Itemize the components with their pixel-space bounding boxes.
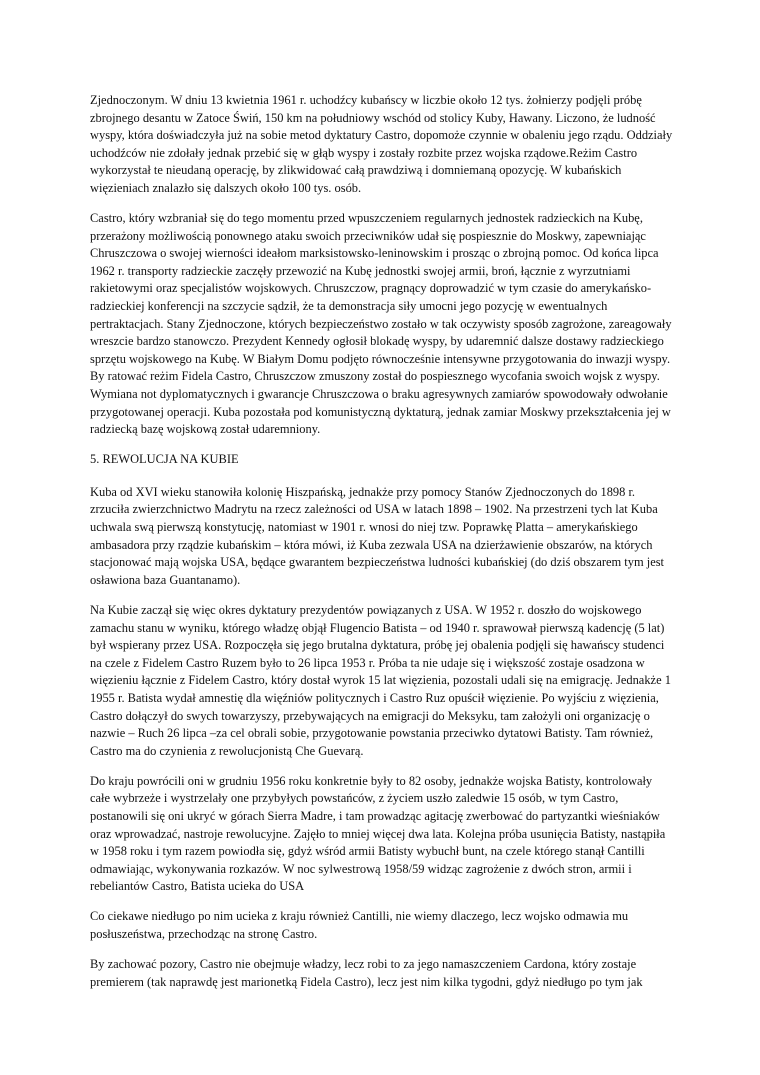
paragraph-cantilli: Co ciekawe niedługo po nim ucieka z kraju również Cantilli, nie wiemy dlaczego, lecz wojsko odmawia mu posłuszeństwa, przechodząc na stronę Castro. <box>90 909 629 942</box>
paragraph-bay-of-pigs: Zjednoczonym. W dniu 13 kwietnia 1961 r. uchodźcy kubańscy w liczbie około 12 tys. żołnierzy podjęli próbę zbrojnego desantu w Zatoce Świń, 150 km na południowy wschód od stolicy Kuby, Hawany. Liczono, że ludność wyspy, która doświadczyła już na sobie metod dyktatury Castro, dopomoże czynnie w obaleniu jego rządu. Oddziały uchodźców nie zdołały jednak przebić się w głąb wyspy i zostały rozbite przez wojska rządowe.Reżim Castro wykorzystał te nieudaną operację, by zlikwidować całą prawdziwą i domniemaną opozycję. W kubańskich więzieniach znalazło się dalszych około 100 tys. osób. <box>90 93 673 195</box>
paragraph-return-1956: Do kraju powrócili oni w grudniu 1956 roku konkretnie były to 82 osoby, jednakże wojska Batisty, kontrolowały całe wybrzeże i wystrzelały one przybyłych powstańców, z życiem uszło zaledwie 15 osób, w tym Castro, postanowili się oni ukryć w górach Sierra Madre, i tam prowadząc agitację zwerbować do partyzantki wieśniaków oraz wprowadzać, nastroje rewolucyjne. Zajęło to mniej więcej dwa lata. Kolejna próba usunięcia Batisty, nastąpiła w 1958 roku i tym razem powiodła się, gdyż wśród armii Batisty wybuchł bunt, na czele którego stanął Cantilli odmawiając, wykonywania rozkazów. W noc sylwestrową 1958/59 widząc zagrożenie z dwóch stron, armii i rebeliantów Castro, Batista ucieka do USA <box>90 773 666 894</box>
paragraph-batista-dictatorship: Na Kubie zaczął się więc okres dyktatury prezydentów powiązanych z USA. W 1952 r. doszło do wojskowego zamachu stanu w wyniku, którego władzę objął Flugencio Batista – od 1940 r. sprawował pierwszą kadencję (5 lat) był wspierany przez USA. Rozpoczęła się jego brutalna dyktatura, próbę jej obalenia podjęli się hawańscy studenci na czele z Fidelem Castro Ruzem było to 26 lipca 1953 r. Próba ta nie udaje się i większość zostaje osadzona w więzieniu łącznie z Fidelem Castro, który dostał wyrok 15 lat więzienia, pozostali udali się na emigrację. Jednakże 1 1955 r. Batista wydał amnestię dla więźniów politycznych i Castro Ruz opuścił więzienie. Po wyjściu z więzienia, Castro dołączył do swych towarzyszy, przebywających na emigracji do Meksyku, tam założyli oni organizację o nazwie – Ruch 26 lipca –za cel obrali sobie, przygotowanie powstania przeciwko dytatowi Batisty. Tam również, Castro ma do czynienia z rewolucjonistą Che Guevarą. <box>90 602 671 758</box>
paragraph-missile-crisis: Castro, który wzbraniał się do tego momentu przed wpuszczeniem regularnych jednostek radzieckich na Kubę, przerażony możliwością ponownego ataku swoich przeciwników udał się pospiesznie do Moskwy, zapewniając Chruszczowa o swojej wierności ideałom marksistowsko-leninowskim i prosząc o zbrojną pomoc. Od końca lipca 1962 r. transporty radzieckie zaczęły przewozić na Kubę jednostki swojej armii, broń, łącznie z wyrzutniami rakietowymi oraz specjalistów wojskowych. Chruszczow, pragnący doprowadzić w tym czasie do amerykańsko-radzieckiej konferencji na szczycie sądził, że ta demonstracja siły umocni jego pozycję w ewentualnych pertraktacjach. Stany Zjednoczone, których bezpieczeństwo zostało w tak oczywisty sposób zagrożone, zareagowały wreszcie bardzo stanowczo. Prezydent Kennedy ogłosił blokadę wyspy, by udaremnić dalsze dostawy radzieckiego sprzętu wojskowego na Kubę. W Białym Domu podjęto równocześnie intensywne przygotowania do inwazji wyspy. By ratować reżim Fidela Castro, Chruszczow zmuszony został do pospiesznego wycofania swoich wojsk z wyspy. Wymiana not dyplomatycznych i gwarancje Chruszczowa o braku agresywnych zamiarów spowodowały odwołanie przygotowanej operacji. Kuba pozostała pod komunistyczną dyktaturą, jednak zamiar Moskwy przekształcenia jej w radziecką bazę wojskową został udaremniony. <box>90 211 672 437</box>
paragraph-spanish-colony: Kuba od XVI wieku stanowiła kolonię Hiszpańską, jednakże przy pomocy Stanów Zjednoczonych do 1898 r. zrzuciła zwierzchnictwo Madrytu na rzecz zależności od USA w latach 1898 – 1902. Na przestrzeni tych lat Kuba uchwala swą pierwszą konstytucję, natomiast w 1901 r. wnosi do niej tzw. Poprawkę Platta – amerykańskiego ambasadora przy rządzie kubańskim – która mówi, iż Kuba zezwala USA na dzierżawienie obszarów, na których stacjonować mają wojska USA, będące gwarantem bezpieczeństwa ludności kubańskiej (do dziś obszarem tym jest osławiona baza Guantanamo). <box>90 484 665 587</box>
paragraph-cardona: By zachować pozory, Castro nie obejmuje władzy, lecz robi to za jego namaszczeniem Cardona, który zostaje premierem (tak naprawdę jest marionetką Fidela Castro), lecz jest nim kilka tygodni, gdyż niedługo po tym jak <box>90 957 643 989</box>
section-heading: 5. REWOLUCJA NA KUBIE <box>90 452 239 467</box>
document-page <box>90 92 675 1004</box>
